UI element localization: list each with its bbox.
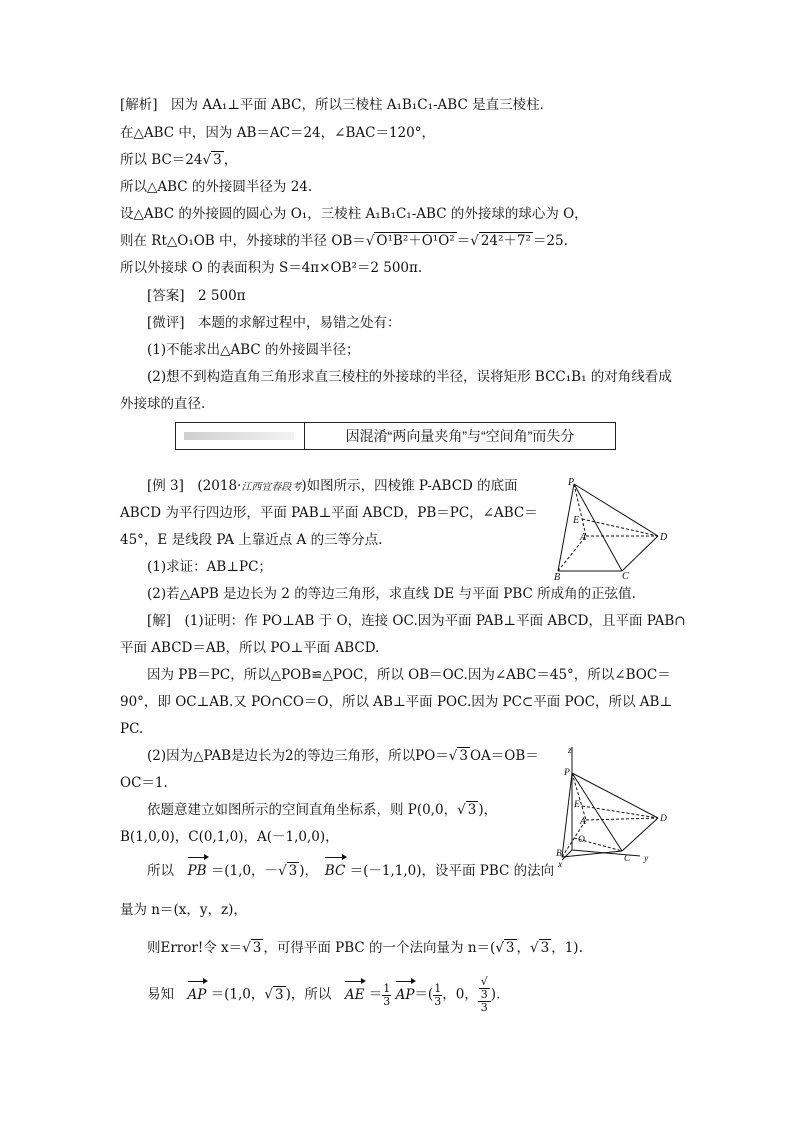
vector-pb: PB <box>187 863 207 879</box>
example-line-1: [例 3] (2018·江西宜春段考)如图所示，四棱锥 P-ABCD 的底面 <box>147 478 518 494</box>
analysis-line-7: 所以外接球 O 的表面积为 S＝4π×OB²＝2 500π. <box>120 260 423 276</box>
solution-line-7: OC＝1. <box>120 775 168 791</box>
answer-line: [答案] 2 500π <box>147 288 246 304</box>
analysis-line-5: 设△ABC 的外接圆的圆心为 O₁，三棱柱 A₁B₁C₁-ABC 的外接球的球心为 O， <box>120 206 588 222</box>
solution-line-3: 因为 PB＝PC，所以△POB≌△POC，所以 OB＝OC.因为∠ABC＝45°，所以∠BOC＝ <box>147 667 671 683</box>
analysis-line-2: 在△ABC 中，因为 AB＝AC＝24，∠BAC＝120°， <box>120 125 435 141</box>
fig1-label-d: D <box>660 532 668 543</box>
solution-line-13: 易知 AP ＝(1,0，√ 3 )，所以 AE ＝ $\frac{1}{3}$ AP＝( $\frac{1}{3}$ ，0， √ 3 3 ). <box>147 975 501 1014</box>
comment-point-1: (1)不能求出△ABC 的外接圆半径； <box>147 342 360 358</box>
pyramid-figure-1 <box>548 476 678 582</box>
vector-ap: AP <box>187 986 207 1003</box>
example-q1: (1)求证：AB⊥PC； <box>147 559 272 575</box>
fig1-label-c: C <box>622 571 629 582</box>
fraction-one-third-b: $\frac{1}{3}$ <box>434 981 442 1008</box>
fig1-label-p: P <box>568 477 575 488</box>
vector-bc: BC <box>324 863 346 879</box>
banner-decoration <box>176 423 304 449</box>
solution-line-6: (2)因为△PAB是边长为2的等边三角形，所以PO＝√ 3 OA＝OB＝ <box>147 748 539 764</box>
fig2-label-y: y <box>644 854 649 864</box>
banner-title: 因混淆“两向量夹角”与“空间角”而失分 <box>345 428 575 444</box>
vector-ap-2: AP <box>395 986 415 1003</box>
fig2-label-d: D <box>660 814 667 824</box>
fig2-label-e: E <box>574 800 580 810</box>
solution-line-12: 则Error!令 x＝√ 3 ，可得平面 PBC 的一个法向量为 n＝(√ 3 ，√ 3 ，1). <box>147 940 583 956</box>
pyramid-figure-2-coordinates <box>548 745 680 869</box>
comment-line: [微评] 本题的求解过程中，易错之处有： <box>147 315 401 331</box>
solution-line-10: 所以 PB ＝(1,0，－√ 3 )， BC ＝(－1,1,0)，设平面 PBC 的法向 <box>147 863 555 879</box>
solution-line-5: PC. <box>120 721 144 737</box>
example-line-3: 45°，E 是线段 PA 上靠近点 A 的三等分点. <box>120 532 383 548</box>
fig2-label-o: O <box>578 835 585 845</box>
vector-ae: AE <box>344 986 365 1003</box>
solution-line-8: 依题意建立如图所示的空间直角坐标系，则 P(0,0，√ 3 )， <box>147 802 498 818</box>
solution-line-1: [解] (1)证明：作 PO⊥AB 于 O，连接 OC.因为平面 PAB⊥平面 ABCD，且平面 PAB∩ <box>147 613 686 629</box>
fig2-label-a: A <box>580 817 586 827</box>
solution-line-2: 平面 ABCD＝AB，所以 PO⊥平面 ABCD. <box>120 640 380 656</box>
fig2-label-z: z <box>568 746 572 756</box>
fraction-root3-over-3: √ 3 3 <box>478 976 491 1014</box>
fig1-label-e: E <box>573 515 580 526</box>
fig1-label-b: B <box>554 572 561 582</box>
comment-point-2-cont: 外接球的直径. <box>120 396 206 412</box>
fig1-label-a: A <box>580 532 587 543</box>
comment-point-2: (2)想不到构造直角三角形求直三棱柱的外接球的半径，误将矩形 BCC₁B₁ 的对角线看成 <box>147 369 672 385</box>
analysis-line-1: [解析] 因为 AA₁⊥平面 ABC，所以三棱柱 A₁B₁C₁-ABC 是直三棱柱． <box>120 97 554 113</box>
example-line-2: ABCD 为平行四边形，平面 PAB⊥平面 ABCD，PB＝PC，∠ABC＝ <box>120 505 538 521</box>
example-q2: (2)若△APB 是边长为 2 的等边三角形，求直线 DE 与平面 PBC 所成角的正弦值. <box>147 586 636 602</box>
fig2-label-b: B <box>556 849 562 859</box>
solution-line-4: 90°，即 OC⊥AB.又 PO∩CO＝O，所以 AB⊥平面 POC.因为 PC⊂平面 POC，所以 AB⊥ <box>120 694 673 710</box>
fig2-label-x: x <box>558 860 563 869</box>
analysis-line-3: 所以 BC＝24√ 3 ， <box>120 152 238 168</box>
analysis-line-6: 则在 Rt△O₁OB 中，外接球的半径 OB＝√ O¹B²＋O¹O² ＝√ 24²＋7² ＝25. <box>120 233 568 249</box>
solution-line-11: 量为 n＝(x，y，z)， <box>120 902 247 918</box>
solution-line-9: B(1,0,0)，C(0,1,0)，A(－1,0,0)， <box>120 829 339 845</box>
fraction-one-third: $\frac{1}{3}$ <box>383 981 391 1008</box>
analysis-line-4: 所以△ABC 的外接圆半径为 24. <box>120 179 313 195</box>
section-banner <box>175 422 616 450</box>
fig2-label-c: C <box>624 854 631 864</box>
fig2-label-p: P <box>564 768 570 778</box>
